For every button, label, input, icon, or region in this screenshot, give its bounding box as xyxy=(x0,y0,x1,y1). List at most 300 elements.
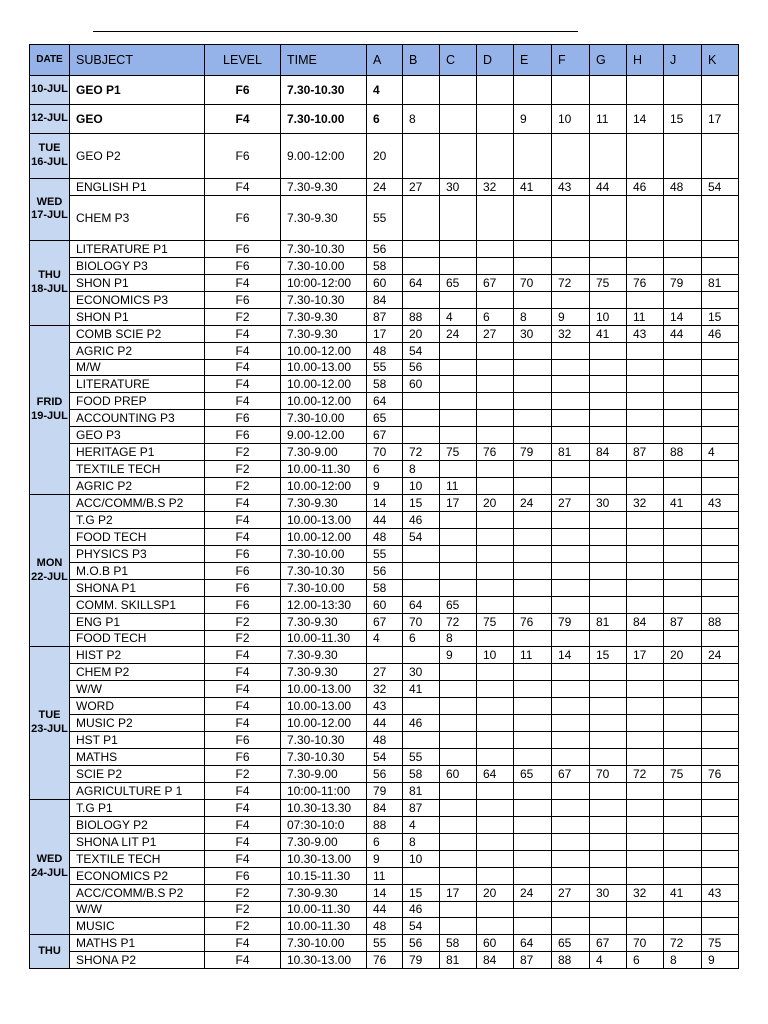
subject-cell: GEO P3 xyxy=(70,427,205,444)
time-cell: 10.30-13.00 xyxy=(281,850,367,867)
group-cell-h xyxy=(627,698,664,715)
group-cell-c xyxy=(440,901,477,918)
group-cell-k xyxy=(702,427,739,444)
group-cell-h xyxy=(627,630,664,647)
group-cell-f xyxy=(552,410,590,427)
group-cell-h xyxy=(627,427,664,444)
level-cell: F4 xyxy=(205,528,281,545)
header-col-f: F xyxy=(552,45,590,76)
subject-cell: SHONA LIT P1 xyxy=(70,833,205,850)
group-cell-j xyxy=(664,134,702,179)
group-cell-b: 72 xyxy=(403,444,440,461)
time-cell: 10.00-12.00 xyxy=(281,376,367,393)
group-cell-k: 54 xyxy=(702,179,739,196)
group-cell-a: 17 xyxy=(367,325,403,342)
time-cell: 7.30-9.30 xyxy=(281,664,367,681)
group-cell-g xyxy=(590,732,627,749)
group-cell-c xyxy=(440,528,477,545)
group-cell-h xyxy=(627,410,664,427)
table-row xyxy=(30,816,739,833)
group-cell-e: 87 xyxy=(514,952,552,969)
time-cell: 12.00-13:30 xyxy=(281,596,367,613)
level-cell: F2 xyxy=(205,901,281,918)
time-cell: 7.30-10.30 xyxy=(281,291,367,308)
group-cell-f: 65 xyxy=(552,935,590,952)
group-cell-g xyxy=(590,901,627,918)
group-cell-h xyxy=(627,833,664,850)
group-cell-d xyxy=(477,76,514,105)
subject-cell: AGRIC P2 xyxy=(70,478,205,495)
time-cell: 10.00-11.30 xyxy=(281,918,367,935)
table-row xyxy=(30,179,739,196)
group-cell-e: 64 xyxy=(514,935,552,952)
group-cell-f xyxy=(552,393,590,410)
level-cell: F4 xyxy=(205,833,281,850)
group-cell-h xyxy=(627,195,664,240)
group-cell-d: 32 xyxy=(477,179,514,196)
group-cell-k xyxy=(702,528,739,545)
group-cell-c xyxy=(440,579,477,596)
group-cell-e xyxy=(514,918,552,935)
group-cell-c xyxy=(440,850,477,867)
group-cell-a: 6 xyxy=(367,105,403,134)
group-cell-k xyxy=(702,630,739,647)
time-cell: 10.15-11.30 xyxy=(281,867,367,884)
group-cell-d: 67 xyxy=(477,274,514,291)
group-cell-j xyxy=(664,816,702,833)
level-cell: F6 xyxy=(205,732,281,749)
group-cell-e: 9 xyxy=(514,105,552,134)
group-cell-e xyxy=(514,867,552,884)
level-cell: F4 xyxy=(205,681,281,698)
group-cell-f xyxy=(552,76,590,105)
group-cell-d xyxy=(477,918,514,935)
time-cell: 7.30-9.00 xyxy=(281,766,367,783)
time-cell: 10.00-13.00 xyxy=(281,681,367,698)
group-cell-e xyxy=(514,782,552,799)
group-cell-c xyxy=(440,545,477,562)
date-cell: TUE 16-JUL xyxy=(30,134,70,179)
date-cell: MON 22-JUL xyxy=(30,495,70,647)
group-cell-f xyxy=(552,799,590,816)
group-cell-k xyxy=(702,918,739,935)
group-cell-k xyxy=(702,134,739,179)
group-cell-g xyxy=(590,478,627,495)
group-cell-d: 6 xyxy=(477,308,514,325)
subject-cell: AGRICULTURE P 1 xyxy=(70,782,205,799)
group-cell-a: 60 xyxy=(367,596,403,613)
group-cell-c: 81 xyxy=(440,952,477,969)
group-cell-a: 84 xyxy=(367,291,403,308)
group-cell-f xyxy=(552,596,590,613)
group-cell-f: 14 xyxy=(552,647,590,664)
group-cell-f xyxy=(552,732,590,749)
group-cell-e xyxy=(514,681,552,698)
group-cell-e xyxy=(514,427,552,444)
time-cell: 10:00-12:00 xyxy=(281,274,367,291)
header-col-j: J xyxy=(664,45,702,76)
exam-timetable xyxy=(29,44,739,969)
group-cell-c: 4 xyxy=(440,308,477,325)
group-cell-k xyxy=(702,478,739,495)
group-cell-b xyxy=(403,698,440,715)
group-cell-f xyxy=(552,545,590,562)
table-row xyxy=(30,833,739,850)
level-cell: F6 xyxy=(205,291,281,308)
table-row xyxy=(30,613,739,630)
group-cell-j: 88 xyxy=(664,444,702,461)
group-cell-k xyxy=(702,511,739,528)
group-cell-e: 24 xyxy=(514,495,552,512)
group-cell-f xyxy=(552,698,590,715)
table-row xyxy=(30,478,739,495)
group-cell-f: 27 xyxy=(552,884,590,901)
table-row xyxy=(30,461,739,478)
level-cell: F4 xyxy=(205,850,281,867)
group-cell-f xyxy=(552,240,590,257)
subject-cell: FOOD PREP xyxy=(70,393,205,410)
group-cell-d: 20 xyxy=(477,884,514,901)
date-cell: WED 24-JUL xyxy=(30,799,70,935)
group-cell-j xyxy=(664,579,702,596)
subject-cell: SHON P1 xyxy=(70,308,205,325)
time-cell: 10.00-12:00 xyxy=(281,478,367,495)
group-cell-c xyxy=(440,76,477,105)
group-cell-g: 84 xyxy=(590,444,627,461)
group-cell-f: 72 xyxy=(552,274,590,291)
group-cell-f xyxy=(552,511,590,528)
group-cell-b xyxy=(403,647,440,664)
group-cell-j xyxy=(664,240,702,257)
group-cell-f xyxy=(552,715,590,732)
level-cell: F6 xyxy=(205,562,281,579)
subject-cell: FOOD TECH xyxy=(70,630,205,647)
group-cell-g: 4 xyxy=(590,952,627,969)
group-cell-d: 10 xyxy=(477,647,514,664)
group-cell-f xyxy=(552,749,590,766)
group-cell-j xyxy=(664,850,702,867)
group-cell-c xyxy=(440,195,477,240)
group-cell-g xyxy=(590,134,627,179)
group-cell-g xyxy=(590,427,627,444)
level-cell: F2 xyxy=(205,884,281,901)
table-row xyxy=(30,732,739,749)
group-cell-f xyxy=(552,579,590,596)
group-cell-j xyxy=(664,461,702,478)
group-cell-j: 15 xyxy=(664,105,702,134)
group-cell-e: 79 xyxy=(514,444,552,461)
group-cell-b: 4 xyxy=(403,816,440,833)
level-cell: F4 xyxy=(205,715,281,732)
group-cell-c: 17 xyxy=(440,884,477,901)
group-cell-j: 41 xyxy=(664,884,702,901)
table-row xyxy=(30,867,739,884)
group-cell-k xyxy=(702,545,739,562)
group-cell-g xyxy=(590,664,627,681)
group-cell-a: 55 xyxy=(367,359,403,376)
group-cell-b: 41 xyxy=(403,681,440,698)
group-cell-g: 10 xyxy=(590,308,627,325)
date-cell: 10-JUL xyxy=(30,76,70,105)
group-cell-g xyxy=(590,833,627,850)
group-cell-a: 48 xyxy=(367,732,403,749)
level-cell: F4 xyxy=(205,359,281,376)
group-cell-g: 30 xyxy=(590,884,627,901)
level-cell: F6 xyxy=(205,749,281,766)
group-cell-d: 27 xyxy=(477,325,514,342)
group-cell-c: 30 xyxy=(440,179,477,196)
group-cell-a: 67 xyxy=(367,613,403,630)
group-cell-a: 24 xyxy=(367,179,403,196)
level-cell: F2 xyxy=(205,630,281,647)
group-cell-c xyxy=(440,681,477,698)
group-cell-a: 70 xyxy=(367,444,403,461)
subject-cell: AGRIC P2 xyxy=(70,342,205,359)
group-cell-b: 46 xyxy=(403,511,440,528)
group-cell-j xyxy=(664,918,702,935)
subject-cell: GEO P1 xyxy=(70,76,205,105)
subject-cell: PHYSICS P3 xyxy=(70,545,205,562)
subject-cell: COMM. SKILLSP1 xyxy=(70,596,205,613)
group-cell-j xyxy=(664,833,702,850)
level-cell: F2 xyxy=(205,766,281,783)
header-subject: SUBJECT xyxy=(70,45,205,76)
header-col-h: H xyxy=(627,45,664,76)
table-row xyxy=(30,545,739,562)
group-cell-g xyxy=(590,749,627,766)
group-cell-j xyxy=(664,393,702,410)
group-cell-j: 41 xyxy=(664,495,702,512)
group-cell-c xyxy=(440,105,477,134)
group-cell-e xyxy=(514,478,552,495)
group-cell-c xyxy=(440,749,477,766)
group-cell-d xyxy=(477,257,514,274)
group-cell-b xyxy=(403,291,440,308)
group-cell-g xyxy=(590,816,627,833)
group-cell-c xyxy=(440,427,477,444)
group-cell-d xyxy=(477,195,514,240)
group-cell-a: 11 xyxy=(367,867,403,884)
group-cell-b: 10 xyxy=(403,850,440,867)
group-cell-g xyxy=(590,579,627,596)
time-cell: 07:30-10:0 xyxy=(281,816,367,833)
group-cell-h xyxy=(627,376,664,393)
group-cell-h xyxy=(627,782,664,799)
subject-cell: FOOD TECH xyxy=(70,528,205,545)
group-cell-h: 43 xyxy=(627,325,664,342)
group-cell-k xyxy=(702,850,739,867)
group-cell-h xyxy=(627,681,664,698)
group-cell-f xyxy=(552,478,590,495)
group-cell-c: 8 xyxy=(440,630,477,647)
group-cell-g: 75 xyxy=(590,274,627,291)
table-row xyxy=(30,291,739,308)
group-cell-e xyxy=(514,342,552,359)
group-cell-b xyxy=(403,195,440,240)
group-cell-k xyxy=(702,562,739,579)
header-time: TIME xyxy=(281,45,367,76)
time-cell: 7.30-9.30 xyxy=(281,179,367,196)
group-cell-h xyxy=(627,478,664,495)
group-cell-j: 14 xyxy=(664,308,702,325)
group-cell-e xyxy=(514,698,552,715)
group-cell-e xyxy=(514,579,552,596)
group-cell-j xyxy=(664,562,702,579)
group-cell-d xyxy=(477,698,514,715)
group-cell-h: 87 xyxy=(627,444,664,461)
level-cell: F4 xyxy=(205,952,281,969)
subject-cell: BIOLOGY P2 xyxy=(70,816,205,833)
group-cell-h xyxy=(627,76,664,105)
group-cell-j xyxy=(664,511,702,528)
group-cell-b: 10 xyxy=(403,478,440,495)
group-cell-f xyxy=(552,528,590,545)
group-cell-j xyxy=(664,596,702,613)
group-cell-j: 8 xyxy=(664,952,702,969)
group-cell-k xyxy=(702,195,739,240)
group-cell-b xyxy=(403,257,440,274)
level-cell: F2 xyxy=(205,461,281,478)
group-cell-g xyxy=(590,782,627,799)
group-cell-d: 84 xyxy=(477,952,514,969)
group-cell-a: 48 xyxy=(367,342,403,359)
group-cell-d: 20 xyxy=(477,495,514,512)
group-cell-c xyxy=(440,342,477,359)
group-cell-k xyxy=(702,410,739,427)
level-cell: F4 xyxy=(205,376,281,393)
group-cell-g xyxy=(590,698,627,715)
group-cell-j xyxy=(664,782,702,799)
table-row xyxy=(30,647,739,664)
group-cell-h: 46 xyxy=(627,179,664,196)
date-cell: WED 17-JUL xyxy=(30,179,70,241)
group-cell-a: 65 xyxy=(367,410,403,427)
time-cell: 7.30-9.30 xyxy=(281,195,367,240)
group-cell-a: 55 xyxy=(367,195,403,240)
time-cell: 10.00-12.00 xyxy=(281,528,367,545)
group-cell-b: 27 xyxy=(403,179,440,196)
time-cell: 7.30-10.00 xyxy=(281,579,367,596)
group-cell-j: 72 xyxy=(664,935,702,952)
time-cell: 10.00-11.30 xyxy=(281,901,367,918)
group-cell-b xyxy=(403,76,440,105)
group-cell-e: 30 xyxy=(514,325,552,342)
group-cell-f: 88 xyxy=(552,952,590,969)
table-row xyxy=(30,76,739,105)
group-cell-b: 54 xyxy=(403,918,440,935)
group-cell-e: 24 xyxy=(514,884,552,901)
group-cell-f: 81 xyxy=(552,444,590,461)
group-cell-b: 54 xyxy=(403,342,440,359)
group-cell-d xyxy=(477,427,514,444)
group-cell-c xyxy=(440,664,477,681)
subject-cell: TEXTILE TECH xyxy=(70,850,205,867)
group-cell-a: 6 xyxy=(367,833,403,850)
group-cell-c xyxy=(440,918,477,935)
header-col-k: K xyxy=(702,45,739,76)
time-cell: 10:00-11:00 xyxy=(281,782,367,799)
group-cell-e: 11 xyxy=(514,647,552,664)
group-cell-d xyxy=(477,410,514,427)
group-cell-f xyxy=(552,461,590,478)
group-cell-c xyxy=(440,833,477,850)
subject-cell: HST P1 xyxy=(70,732,205,749)
table-row xyxy=(30,918,739,935)
group-cell-e xyxy=(514,833,552,850)
time-cell: 7.30-10.00 xyxy=(281,545,367,562)
table-row xyxy=(30,274,739,291)
group-cell-d xyxy=(477,732,514,749)
group-cell-k: 46 xyxy=(702,325,739,342)
group-cell-c xyxy=(440,698,477,715)
group-cell-e xyxy=(514,732,552,749)
group-cell-c: 65 xyxy=(440,274,477,291)
group-cell-a: 76 xyxy=(367,952,403,969)
subject-cell: CHEM P3 xyxy=(70,195,205,240)
group-cell-f xyxy=(552,291,590,308)
group-cell-a: 56 xyxy=(367,562,403,579)
group-cell-b: 54 xyxy=(403,528,440,545)
time-cell: 7.30-9.30 xyxy=(281,613,367,630)
group-cell-a: 60 xyxy=(367,274,403,291)
group-cell-c xyxy=(440,511,477,528)
group-cell-j xyxy=(664,427,702,444)
group-cell-h xyxy=(627,901,664,918)
time-cell: 7.30-10.30 xyxy=(281,749,367,766)
group-cell-k: 17 xyxy=(702,105,739,134)
group-cell-d: 60 xyxy=(477,935,514,952)
group-cell-c xyxy=(440,240,477,257)
group-cell-h xyxy=(627,799,664,816)
group-cell-h xyxy=(627,257,664,274)
group-cell-g xyxy=(590,867,627,884)
group-cell-f: 32 xyxy=(552,325,590,342)
group-cell-g: 30 xyxy=(590,495,627,512)
group-cell-f xyxy=(552,427,590,444)
group-cell-f xyxy=(552,257,590,274)
group-cell-a: 55 xyxy=(367,545,403,562)
group-cell-j xyxy=(664,76,702,105)
group-cell-j: 87 xyxy=(664,613,702,630)
subject-cell: W/W xyxy=(70,681,205,698)
group-cell-g xyxy=(590,918,627,935)
group-cell-d xyxy=(477,511,514,528)
subject-cell: LITERATURE xyxy=(70,376,205,393)
time-cell: 7.30-10.00 xyxy=(281,257,367,274)
group-cell-d xyxy=(477,342,514,359)
group-cell-a: 64 xyxy=(367,393,403,410)
group-cell-h xyxy=(627,867,664,884)
group-cell-e xyxy=(514,528,552,545)
group-cell-k xyxy=(702,596,739,613)
level-cell: F6 xyxy=(205,427,281,444)
group-cell-c xyxy=(440,393,477,410)
group-cell-d xyxy=(477,291,514,308)
group-cell-a: 88 xyxy=(367,816,403,833)
group-cell-d xyxy=(477,681,514,698)
group-cell-a: 87 xyxy=(367,308,403,325)
group-cell-h xyxy=(627,562,664,579)
group-cell-a: 43 xyxy=(367,698,403,715)
group-cell-k: 9 xyxy=(702,952,739,969)
table-row xyxy=(30,393,739,410)
table-row xyxy=(30,664,739,681)
group-cell-g xyxy=(590,799,627,816)
level-cell: F4 xyxy=(205,179,281,196)
group-cell-d xyxy=(477,579,514,596)
group-cell-k: 76 xyxy=(702,766,739,783)
subject-cell: SHONA P1 xyxy=(70,579,205,596)
